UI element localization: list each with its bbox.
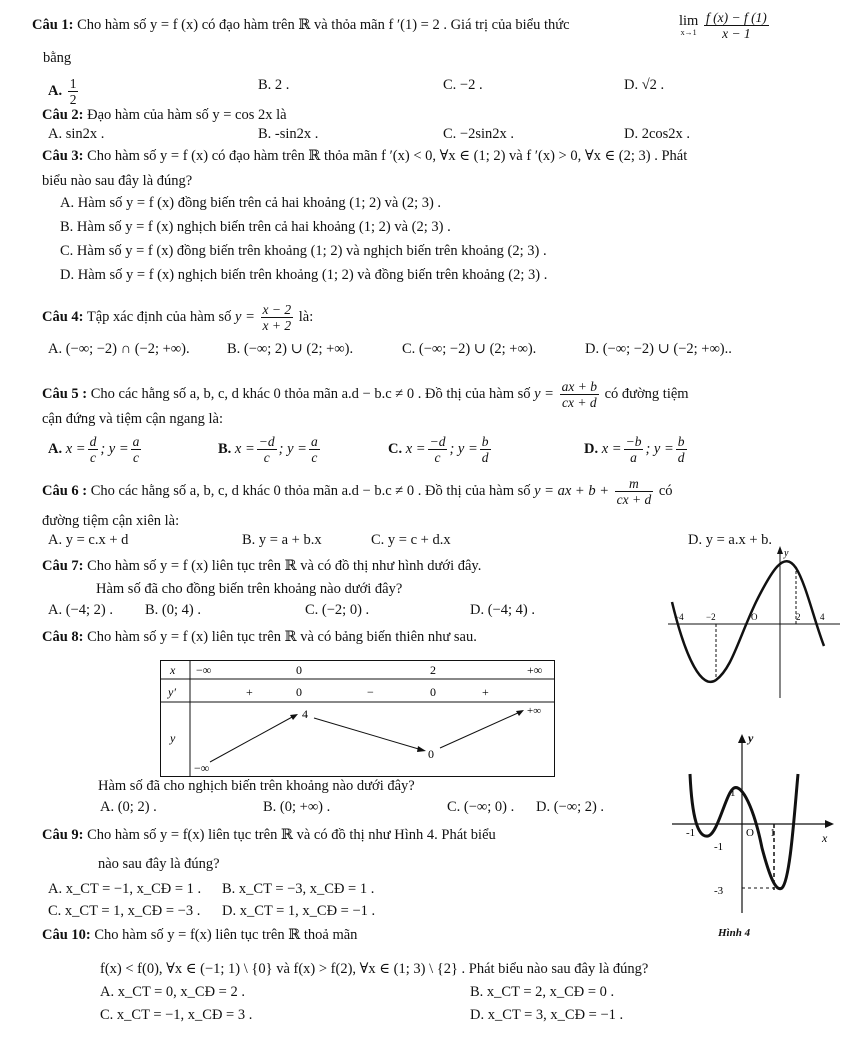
q5-text3: cận đứng và tiệm cận ngang là: [42,411,223,427]
q6-option-b[interactable]: B. y = a + b.x [242,532,322,548]
q4-option-c[interactable]: C. (−∞; −2) ∪ (2; +∞). [402,341,537,357]
table-x-val: +∞ [527,663,543,677]
q1-limit [679,10,771,41]
table-sign: + [246,685,253,699]
tick-label: 4 [820,612,825,622]
q6-line: Câu 6 : Cho các hằng số a, b, c, d khác 0 thỏa mãn a.d − b.c ≠ 0 . Đồ thị của hàm số y = ax + b + $\frac{m}{cx + d}$ có [42,476,673,507]
q5-option-a[interactable]: A. x = $\frac{d}{c}$ ; y = $\frac{a}{c}$ [48,434,140,465]
q10-option-d[interactable]: D. x_CT = 3, x_CĐ = −1 . [470,1007,624,1023]
q1-line [32,16,570,34]
q8-variation-table [160,660,555,780]
q1-lim-sub: x→1 [680,28,697,37]
table-sign: − [367,685,374,699]
table-sign: 0 [296,685,302,699]
tick-label: -1 [714,841,724,853]
table-y-label: y [170,731,176,745]
y-axis-label: y [748,731,754,745]
q6-option-c[interactable]: C. y = c + d.x [371,532,451,548]
q9-option-b[interactable]: B. x_CT = −3, x_CĐ = 1 . [222,881,375,897]
q3-option-a[interactable]: A. Hàm số y = f (x) đồng biến trên cả hai khoảng (1; 2) và (2; 3) . [60,195,442,211]
q10-option-b[interactable]: B. x_CT = 2, x_CĐ = 0 . [470,984,615,1000]
q2-text: Đạo hàm của hàm số y = cos 2x là [87,107,287,123]
function-curve [690,774,798,889]
q7-option-c[interactable]: C. (−2; 0) . [305,602,370,618]
tick-label: −4 [674,612,684,622]
x-axis-label: x [822,831,828,845]
q2-option-a[interactable]: A. sin2x . [48,126,105,142]
q8-label: Câu 8: [42,629,84,645]
q9-graph [672,728,840,928]
tick-label: -1 [686,827,696,839]
function-curve [672,561,824,682]
table-y-val: −∞ [194,761,210,775]
q7-graph [664,540,840,700]
table-x-val: 0 [296,663,302,677]
q4-option-a[interactable]: A. (−∞; −2) ∩ (−2; +∞). [48,341,190,357]
q2-line [42,106,287,124]
q8-text2: Hàm số đã cho nghịch biến trên khoảng nào dưới đây? [98,778,415,794]
arrow-down-icon [314,718,422,750]
q3-option-d[interactable]: D. Hàm số y = f (x) nghịch biến trên khoảng (1; 2) và đồng biến trên khoảng (2; 3) . [60,267,548,283]
tick-label: 1 [770,827,776,839]
q7-line [42,557,481,575]
q5-option-c[interactable]: C. x = $\frac{-d}{c}$ ; y = $\frac{b}{d}$ [388,434,489,465]
q9-text: Cho hàm số y = f(x) liên tục trên ℝ và có đồ thị như Hình 4. Phát biểu [87,827,496,843]
q9-line [42,826,496,844]
q4-text: Tập xác định của hàm số [86,308,232,325]
q8-option-a[interactable]: A. (0; 2) . [100,799,157,815]
q4-option-b[interactable]: B. (−∞; 2) ∪ (2; +∞). [227,341,354,357]
q6-label: Câu 6 : [42,482,88,499]
q1-option-a[interactable]: A. $\frac{1}{2}$ [48,76,77,107]
tick-label: 2 [796,612,801,622]
arrow-head-icon [417,746,426,752]
q5-option-b[interactable]: B. x = $\frac{-d}{c}$ ; y = $\frac{a}{c}$ [218,434,318,465]
q9-option-c[interactable]: C. x_CT = 1, x_CĐ = −3 . [48,903,201,919]
tick-label: 1 [730,787,736,799]
q9-figure-caption: Hình 4 [718,927,751,939]
x-axis-arrow-icon [825,820,834,828]
q3-text: Cho hàm số y = f (x) có đạo hàm trên ℝ thỏa mãn f ′(x) < 0, ∀x ∈ (1; 2) và f ′(x) > 0, ∀x ∈ (2; 3) . Phát [87,148,688,164]
q5-text: Cho các hằng số a, b, c, d khác 0 thỏa mãn a.d − b.c ≠ 0 . Đồ thị của hàm số [90,385,531,402]
table-y-val: 0 [428,747,434,761]
q2-label: Câu 2: [42,107,84,123]
table-border [161,661,555,777]
y-axis-label: y [784,548,789,559]
q10-option-a[interactable]: A. x_CT = 0, x_CĐ = 2 . [100,984,245,1000]
table-sign: + [482,685,489,699]
q8-option-c[interactable]: C. (−∞; 0) . [447,799,515,815]
q1-den: x − 1 [722,26,751,41]
tick-label: -3 [714,885,724,897]
q2-option-b[interactable]: B. -sin2x . [258,126,319,142]
table-y-val: +∞ [527,705,542,717]
table-x-val: 2 [430,663,436,677]
q7-text: Cho hàm số y = f (x) liên tục trên ℝ và có đồ thị như hình dưới đây. [87,558,482,574]
table-sign: 0 [430,685,436,699]
q7-label: Câu 7: [42,558,84,574]
q8-text: Cho hàm số y = f (x) liên tục trên ℝ và có bảng biến thiên như sau. [87,629,477,645]
q4-line: Câu 4: Tập xác định của hàm số y = $\frac{x - 2}{x + 2}$ là: [42,302,314,333]
q5-line: Câu 5 : Cho các hằng số a, b, c, d khác 0 thỏa mãn a.d − b.c ≠ 0 . Đồ thị của hàm số y = $\frac{ax + b}{cx + d}$ có đường tiệm [42,379,689,410]
arrow-up-icon [210,716,294,762]
q3-option-b[interactable]: B. Hàm số y = f (x) nghịch biến trên cả hai khoảng (1; 2) và (2; 3) . [60,219,451,235]
q2-option-c[interactable]: C. −2sin2x . [443,126,515,142]
table-x-val: −∞ [196,663,212,677]
q7-option-d[interactable]: D. (−4; 4) . [470,602,535,618]
q9-option-d[interactable]: D. x_CT = 1, x_CĐ = −1 . [222,903,376,919]
q6-option-d[interactable]: D. y = a.x + b. [688,532,773,548]
arrow-head-icon [516,710,524,716]
q1-text: Cho hàm số y = f (x) có đạo hàm trên ℝ và thỏa mãn f ′(1) = 2 . Giá trị của biểu thức [77,17,570,33]
y-axis-arrow-icon [777,546,783,554]
table-x-label: x [170,663,176,677]
q1-label: Câu 1: [32,17,74,33]
q3-option-c[interactable]: C. Hàm số y = f (x) đồng biến trên khoảng (1; 2) và nghịch biến trên khoảng (2; 3) . [60,243,547,259]
q8-option-d[interactable]: D. (−∞; 2) . [536,799,605,815]
q1-text2: bằng [43,50,72,66]
q1-num: f (x) − f (1) [705,10,767,25]
tick-label: −2 [706,612,716,622]
q1-lim: lim [679,13,699,29]
q1-option-d[interactable]: D. √2 . [624,77,665,93]
q4-option-d[interactable]: D. (−∞; −2) ∪ (−2; +∞).. [585,341,732,357]
q9-label: Câu 9: [42,827,84,843]
q7-text2: Hàm số đã cho đồng biến trên khoảng nào dưới đây? [96,581,403,597]
table-y-val: 4 [302,707,308,721]
q8-option-b[interactable]: B. (0; +∞) . [263,799,331,815]
q10-option-c[interactable]: C. x_CT = −1, x_CĐ = 3 . [100,1007,253,1023]
q10-label: Câu 10: [42,927,91,943]
tick-label: O [751,612,758,622]
q5-option-d[interactable]: D. x = $\frac{-b}{a}$ ; y = $\frac{b}{d}$ [584,434,685,465]
q8-line [42,628,477,646]
q7-option-b[interactable]: B. (0; 4) . [145,602,201,618]
origin-label: O [746,827,754,839]
arrow-up-icon [440,712,520,748]
q10-text: Cho hàm số y = f(x) liên tục trên ℝ thoả mãn [94,927,358,943]
table-yp-label: y′ [168,685,176,699]
q3-line [42,147,687,165]
q10-line [42,926,357,944]
q1-option-c[interactable]: C. −2 . [443,77,483,93]
q9-text2: nào sau đây là đúng? [98,856,220,872]
q7-option-a[interactable]: A. (−4; 2) . [48,602,113,618]
q5-label: Câu 5 : [42,385,88,402]
q3-text2: biểu nào sau đây là đúng? [42,173,193,189]
q9-option-a[interactable]: A. x_CT = −1, x_CĐ = 1 . [48,881,202,897]
q6-option-a[interactable]: A. y = c.x + d [48,532,129,548]
q6-text: Cho các hằng số a, b, c, d khác 0 thỏa mãn a.d − b.c ≠ 0 . Đồ thị của hàm số [90,482,531,499]
y-axis-arrow-icon [738,734,746,743]
q4-label: Câu 4: [42,308,84,325]
q3-label: Câu 3: [42,148,84,164]
q1-option-b[interactable]: B. 2 . [258,77,290,93]
q2-option-d[interactable]: D. 2cos2x . [624,126,691,142]
arrow-head-icon [290,714,298,720]
q10-text2: f(x) < f(0), ∀x ∈ (−1; 1) \ {0} và f(x) > f(2), ∀x ∈ (1; 3) \ {2} . Phát biểu nào sau đây là đúng? [100,961,649,977]
q6-text3: đường tiệm cận xiên là: [42,513,180,529]
